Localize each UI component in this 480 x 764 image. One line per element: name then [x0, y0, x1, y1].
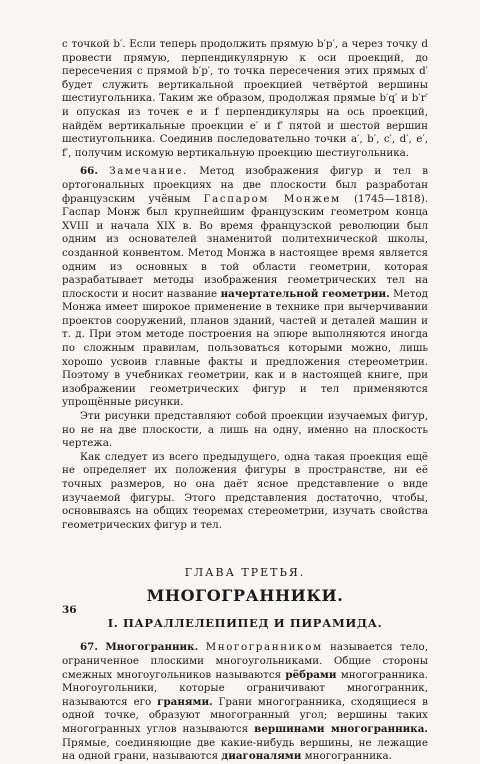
term-faces: гранями.	[157, 695, 213, 708]
term-descriptive-geometry: начертательной геометрии.	[220, 287, 390, 300]
term-diagonals: диагоналями	[221, 750, 302, 763]
chapter-label: ГЛАВА ТРЕТЬЯ.	[184, 566, 306, 580]
page-body	[62, 38, 428, 764]
page-number: 36	[62, 604, 77, 616]
para-67-number: 67.	[80, 641, 98, 654]
para-67-title: Многогранник.	[105, 641, 199, 654]
paragraph-conclusion: Как следует из всего предыдущего, одна такая проекция ещё не определяет их положения фигуры в пространстве, ни её точных размеров, но она даёт ясное представление о виде изучаемой фигуры. Этого представления достаточно, чтобы, основываясь на общих теоремах стереометрии, изучать свойства геометрических фигур и тел.	[62, 450, 428, 531]
term-edges: рёбрами	[285, 668, 337, 681]
paragraph-67: 67. Многогранник. Многогранником называется тело, ограниченное плоскими многоугольниками. Общие стороны смежных многоугольников называются рёбрами многогранника. Многоугольники, которые ограничивают многогранник, называются его гранями. Грани многогранника, сходящиеся в одной точке, образуют многогранный угол; вершины таких многогранных углов называются вершинами многогранника. Прямые, соединяющие две какие-нибудь вершины, не лежащие на одной грани, называются диагоналями многогранника.	[62, 641, 428, 763]
remark-number: 66.	[80, 165, 98, 178]
paragraph-projections: Эти рисунки представляют собой проекции изучаемых фигур, но не на две плоскости, а лишь на одну, именно на плоскость чертежа.	[62, 410, 428, 450]
remark-title: Замечание.	[109, 165, 188, 178]
term-vertices: вершинами многогранника.	[254, 722, 428, 735]
paragraph-continuation: с точкой b′. Если теперь продолжить прямую b′p′, а через точку d провести прямую, перпендикулярную к оси проекций, до пересечения с прямой b′p′, то точка пересечения этих прямых d′ будет служить вертикальной проекцией четвёртой вершины шестиугольника. Таким же образом, продолжая прямые b′q′ и b′r′ и опуская из точек e и f перпендикуляры на ось проекций, найдём вертикальные проекции e′ и f′ пятой и шестой вершин шестиугольника. Соединив последовательно точки a′, b′, c′, d′, e′, f′, получим искомую вертикальную проекцию шестиугольника.	[62, 38, 428, 159]
monge-name: Гаспаром Монжем	[203, 192, 341, 205]
remark-66: 66. Замечание. Метод изображения фигур и тел в ортогональных проекциях на две плоскости был разработан французским учёным Гаспаром Монжем (1745—1818). Гаспар Монж был крупнейшим французским геометром конца XVIII и начала XIX в. Во время французской революции был одним из основателей знаменитой политехнической школы, созданной конвентом. Метод Монжа в настоящее время является одним из основных в той области геометрии, которая разрабатывает методы изображения геометрических тел на плоскости и носит название начертательной геометрии. Метод Монжа имеет широкое применение в технике при вычерчивании проектов сооружений, планов зданий, частей и деталей машин и т. д. При этом методе построения на эпюре выполняются иногда по сложным правилам, пользоваться которыми можно, лишь хорошо усвоив главные факты и предложения стереометрии. Поэтому в учебниках геометрии, как и в настоящей книге, при изображении геометрических фигур и тел применяются упрощённые рисунки.	[62, 165, 429, 409]
term-polyhedron: Многогранником	[205, 641, 323, 654]
section-title: I. ПАРАЛЛЕЛЕПИПЕД И ПИРАМИДА.	[107, 616, 383, 631]
chapter-title: МНОГОГРАННИКИ.	[146, 586, 344, 606]
